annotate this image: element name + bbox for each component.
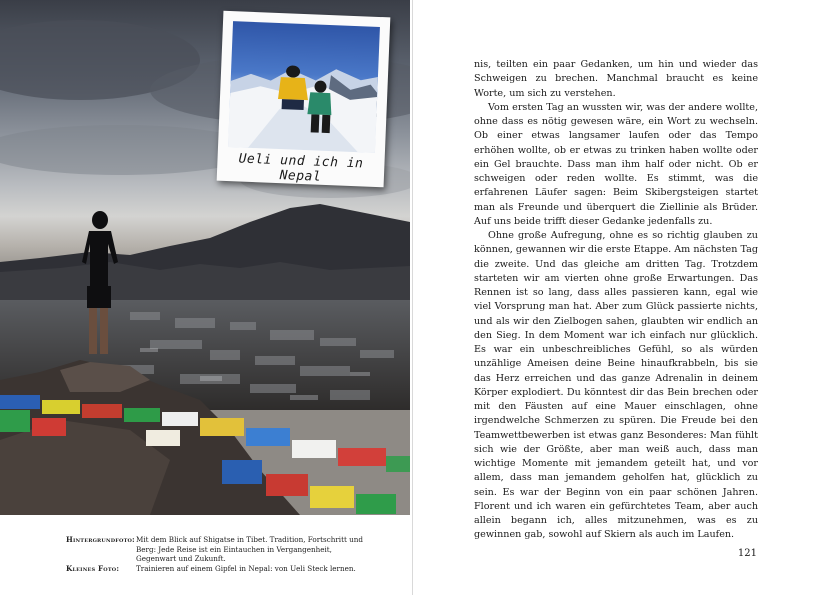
paragraph: Vom ersten Tag an wussten wir, was der andere wollte, ohne dass es nötig gewesen wäre, ein Wort zu wechseln. Ob einer etwas langsamer laufen oder das Tempo erhöhen wollte, ob er etwas zu trinken haben wollte oder ein Gel brauchte. Dass man ihm half oder nicht. Ob er schweigen oder reden wollte. Es stimmt, was die erfahrenen Läufer sagen: Beim Skibergsteigen startet man als Freunde und überquert die Ziellinie als Brüder. Auf uns beide trifft dieser Gedanke jedenfalls zu.: [474, 101, 758, 227]
polaroid-photo: [217, 11, 391, 188]
summit-photo: [228, 21, 380, 153]
paragraph: nis, teilten ein paar Gedanken, um hin und wieder das Schweigen zu brechen. Manchmal braucht es keine Worte, um sich zu verstehen.: [474, 59, 758, 99]
background-photo-shigatse: [0, 0, 410, 515]
left-page: [0, 0, 410, 595]
body-text: [474, 58, 758, 543]
right-page: [412, 0, 822, 595]
photo-credits: [66, 535, 366, 573]
footnote-label: Kleines Foto:: [66, 563, 120, 573]
page-number: 121: [737, 548, 757, 559]
footnote-label: Hintergrundfoto:: [66, 535, 135, 544]
summit-illustration: [228, 21, 380, 153]
footnote-text: Mit dem Blick auf Shigatse in Tibet. Tradition, Fortschritt und Berg: Jede Reise ist ein Eintauchen in Vergangenheit, Gegenwart und Zukunft.: [136, 535, 364, 564]
footnote-small-photo: [66, 564, 366, 574]
footnote-text: Trainieren auf einem Gipfel in Nepal: von Ueli Steck lernen.: [136, 563, 356, 573]
paragraph: Ohne große Aufregung, ohne es so richtig glauben zu können, gewannen wir die erste Etappe. Am nächsten Tag die zweite. Und das gleiche am dritten Tag. Trotzdem starteten wir am vierten ohne große Erwartungen. Das Rennen ist so lang, dass alles passieren kann, egal wie viel Vorsprung man hat. Aber zum Glück passierte nichts, und als wir den Zielbogen sahen, glaubten wir endlich an den Sieg. In dem Moment war ich einfach nur glücklich. Es war ein unbeschreibliches Gefühl, so als würden unzählige Ameisen deine Beine hinaufkrabbeln, bis sie das Herz erreichen und das ganze Adrenalin in deinem Körper explodiert. Du könntest dir das Bein brechen oder mit den Fäusten auf eine Mauer einschlagen, ohne irgendwelche Schmerzen zu spüren. Die Freude bei den Teamwettbewerben ist etwas ganz Besonderes: Man fühlt sich wie der Größte, aber man weiß auch, dass man wichtige Momente mit jemandem geteilt hat, und vor allem, dass man jemandem geholfen hat, glücklich zu sein. Es war der Beginn von ein paar schönen Jahren. Florent und ich waren ein gefürchtetes Team, aber auch allein begann ich, alles mitzunehmen, was es zu gewinnen gab, sowohl auf Skiern als auch im Laufen.: [474, 230, 758, 541]
footnote-background-photo: [66, 535, 366, 564]
polaroid-caption: Ueli und ich in Nepal: [238, 151, 364, 185]
